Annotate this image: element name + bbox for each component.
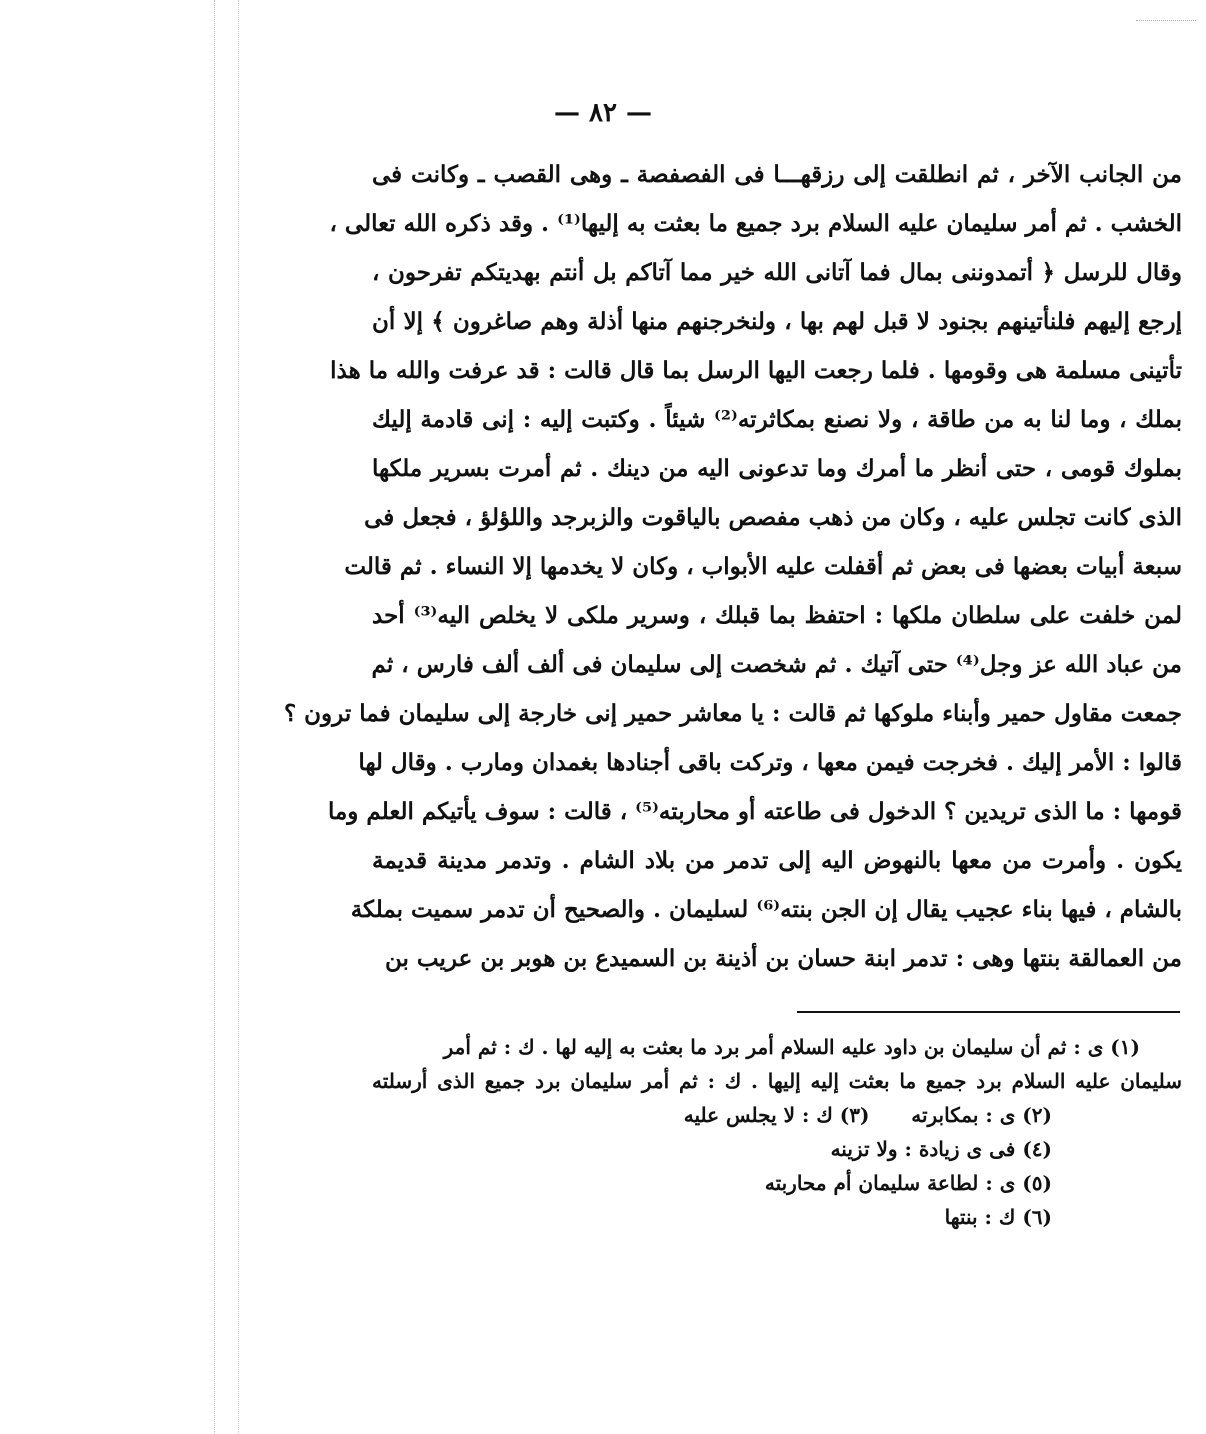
page-number: — ٨٢ — xyxy=(553,98,653,128)
footnote-2-3: (٢) ى : بمكابرته (٣) ك : لا يجلس عليه xyxy=(683,1103,1052,1127)
body-line: وقال للرسل ﴿ أتمدوننى بمال فما آتانى الله خير مما آتاكم بل أنتم بهديتكم تفرحون ، xyxy=(372,259,1182,286)
body-line: بملك ، وما لنا به من طاقة ، ولا نصنع بمكاثرته⁽²⁾ شيئاً . وكتبت إليه : إنى قادمة إليك xyxy=(372,406,1183,433)
footnote-1-line-1: (١) ى : ثم أن سليمان بن داود عليه السلام أمر برد ما بعثت به إليه لها . ك : ثم أمر xyxy=(443,1035,1140,1059)
footnote-1-line-2: سليمان عليه السلام برد جميع ما بعثت إليه إليها . ك : ثم أمر سليمان برد جميع الذى أرسلته xyxy=(372,1069,1182,1093)
footnote-4: (٤) فى ى زيادة : ولا تزينه xyxy=(830,1137,1052,1161)
body-line: الخشب . ثم أمر سليمان عليه السلام برد جميع ما بعثت به إليها⁽¹⁾ . وقد ذكره الله تعالى ، xyxy=(329,210,1182,237)
body-line: سبعة أبيات بعضها فى بعض ثم أقفلت عليه الأبواب ، وكان لا يخدمها إلا النساء . ثم قالت xyxy=(344,553,1182,580)
footnote-6: (٦) ك : بنتها xyxy=(944,1205,1052,1229)
body-line: الذى كانت تجلس عليه ، وكان من ذهب مفصص بالياقوت والزبرجد واللؤلؤ ، فجعل فى xyxy=(364,504,1182,531)
body-line: من عباد الله عز وجل⁽⁴⁾ حتى آتيك . ثم شخصت إلى سليمان فى ألف ألف فارس ، ثم xyxy=(371,651,1182,678)
body-line: قالوا : الأمر إليك . فخرجت فيمن معها ، وتركت باقى أجنادها بغمدان ومارب . وقال لها xyxy=(358,749,1182,776)
footnote-5: (٥) ى : لطاعة سليمان أم محاربته xyxy=(764,1171,1052,1195)
body-line: إرجع إليهم فلنأتينهم بجنود لا قبل لهم بها ، ولنخرجنهم منها أذلة وهم صاغرون ﴾ إلا أن xyxy=(372,308,1182,335)
body-line: بملوك قومى ، حتى أنظر ما أمرك وما تدعونى اليه من دينك . ثم أمرت بسرير ملكها xyxy=(372,455,1182,482)
scan-corner-mark xyxy=(1136,20,1196,21)
scan-margin-dots-secondary xyxy=(238,0,239,1434)
body-line: قومها : ما الذى تريدين ؟ الدخول فى طاعته أو محاربته⁽⁵⁾ ، قالت : سوف يأتيكم العلم وما xyxy=(327,798,1182,825)
body-line: من العمالقة بنتها وهى : تدمر ابنة حسان بن أذينة بن السميدع بن هوبر بن عريب بن xyxy=(385,945,1182,972)
footnote-separator xyxy=(797,1011,1180,1013)
scan-margin-dots xyxy=(214,0,215,1434)
body-line: بالشام ، فيها بناء عجيب يقال إن الجن بنته⁽⁶⁾ لسليمان . والصحيح أن تدمر سميت بملكة xyxy=(350,896,1182,923)
body-line: تأتينى مسلمة هى وقومها . فلما رجعت اليها الرسل بما قال قالت : قد عرفت والله ما هذا xyxy=(330,357,1182,384)
body-line: من الجانب الآخر ، ثم انطلقت إلى رزقهـــا فى الفصفصة ـ وهى القصب ـ وكانت فى xyxy=(372,161,1182,188)
footnotes xyxy=(372,1030,1182,1234)
body-line: جمعت مقاول حمير وأبناء ملوكها ثم قالت : يا معاشر حمير إنى خارجة إلى سليمان فما ترون ؟ xyxy=(283,700,1182,727)
body-text xyxy=(283,150,1183,983)
body-line: لمن خلفت على سلطان ملكها : احتفظ بما قبلك ، وسرير ملكى لا يخلص اليه⁽³⁾ أحد xyxy=(372,602,1182,629)
body-line: يكون . وأمرت من معها بالنهوض اليه إلى تدمر من بلاد الشام . وتدمر مدينة قديمة xyxy=(372,847,1182,874)
